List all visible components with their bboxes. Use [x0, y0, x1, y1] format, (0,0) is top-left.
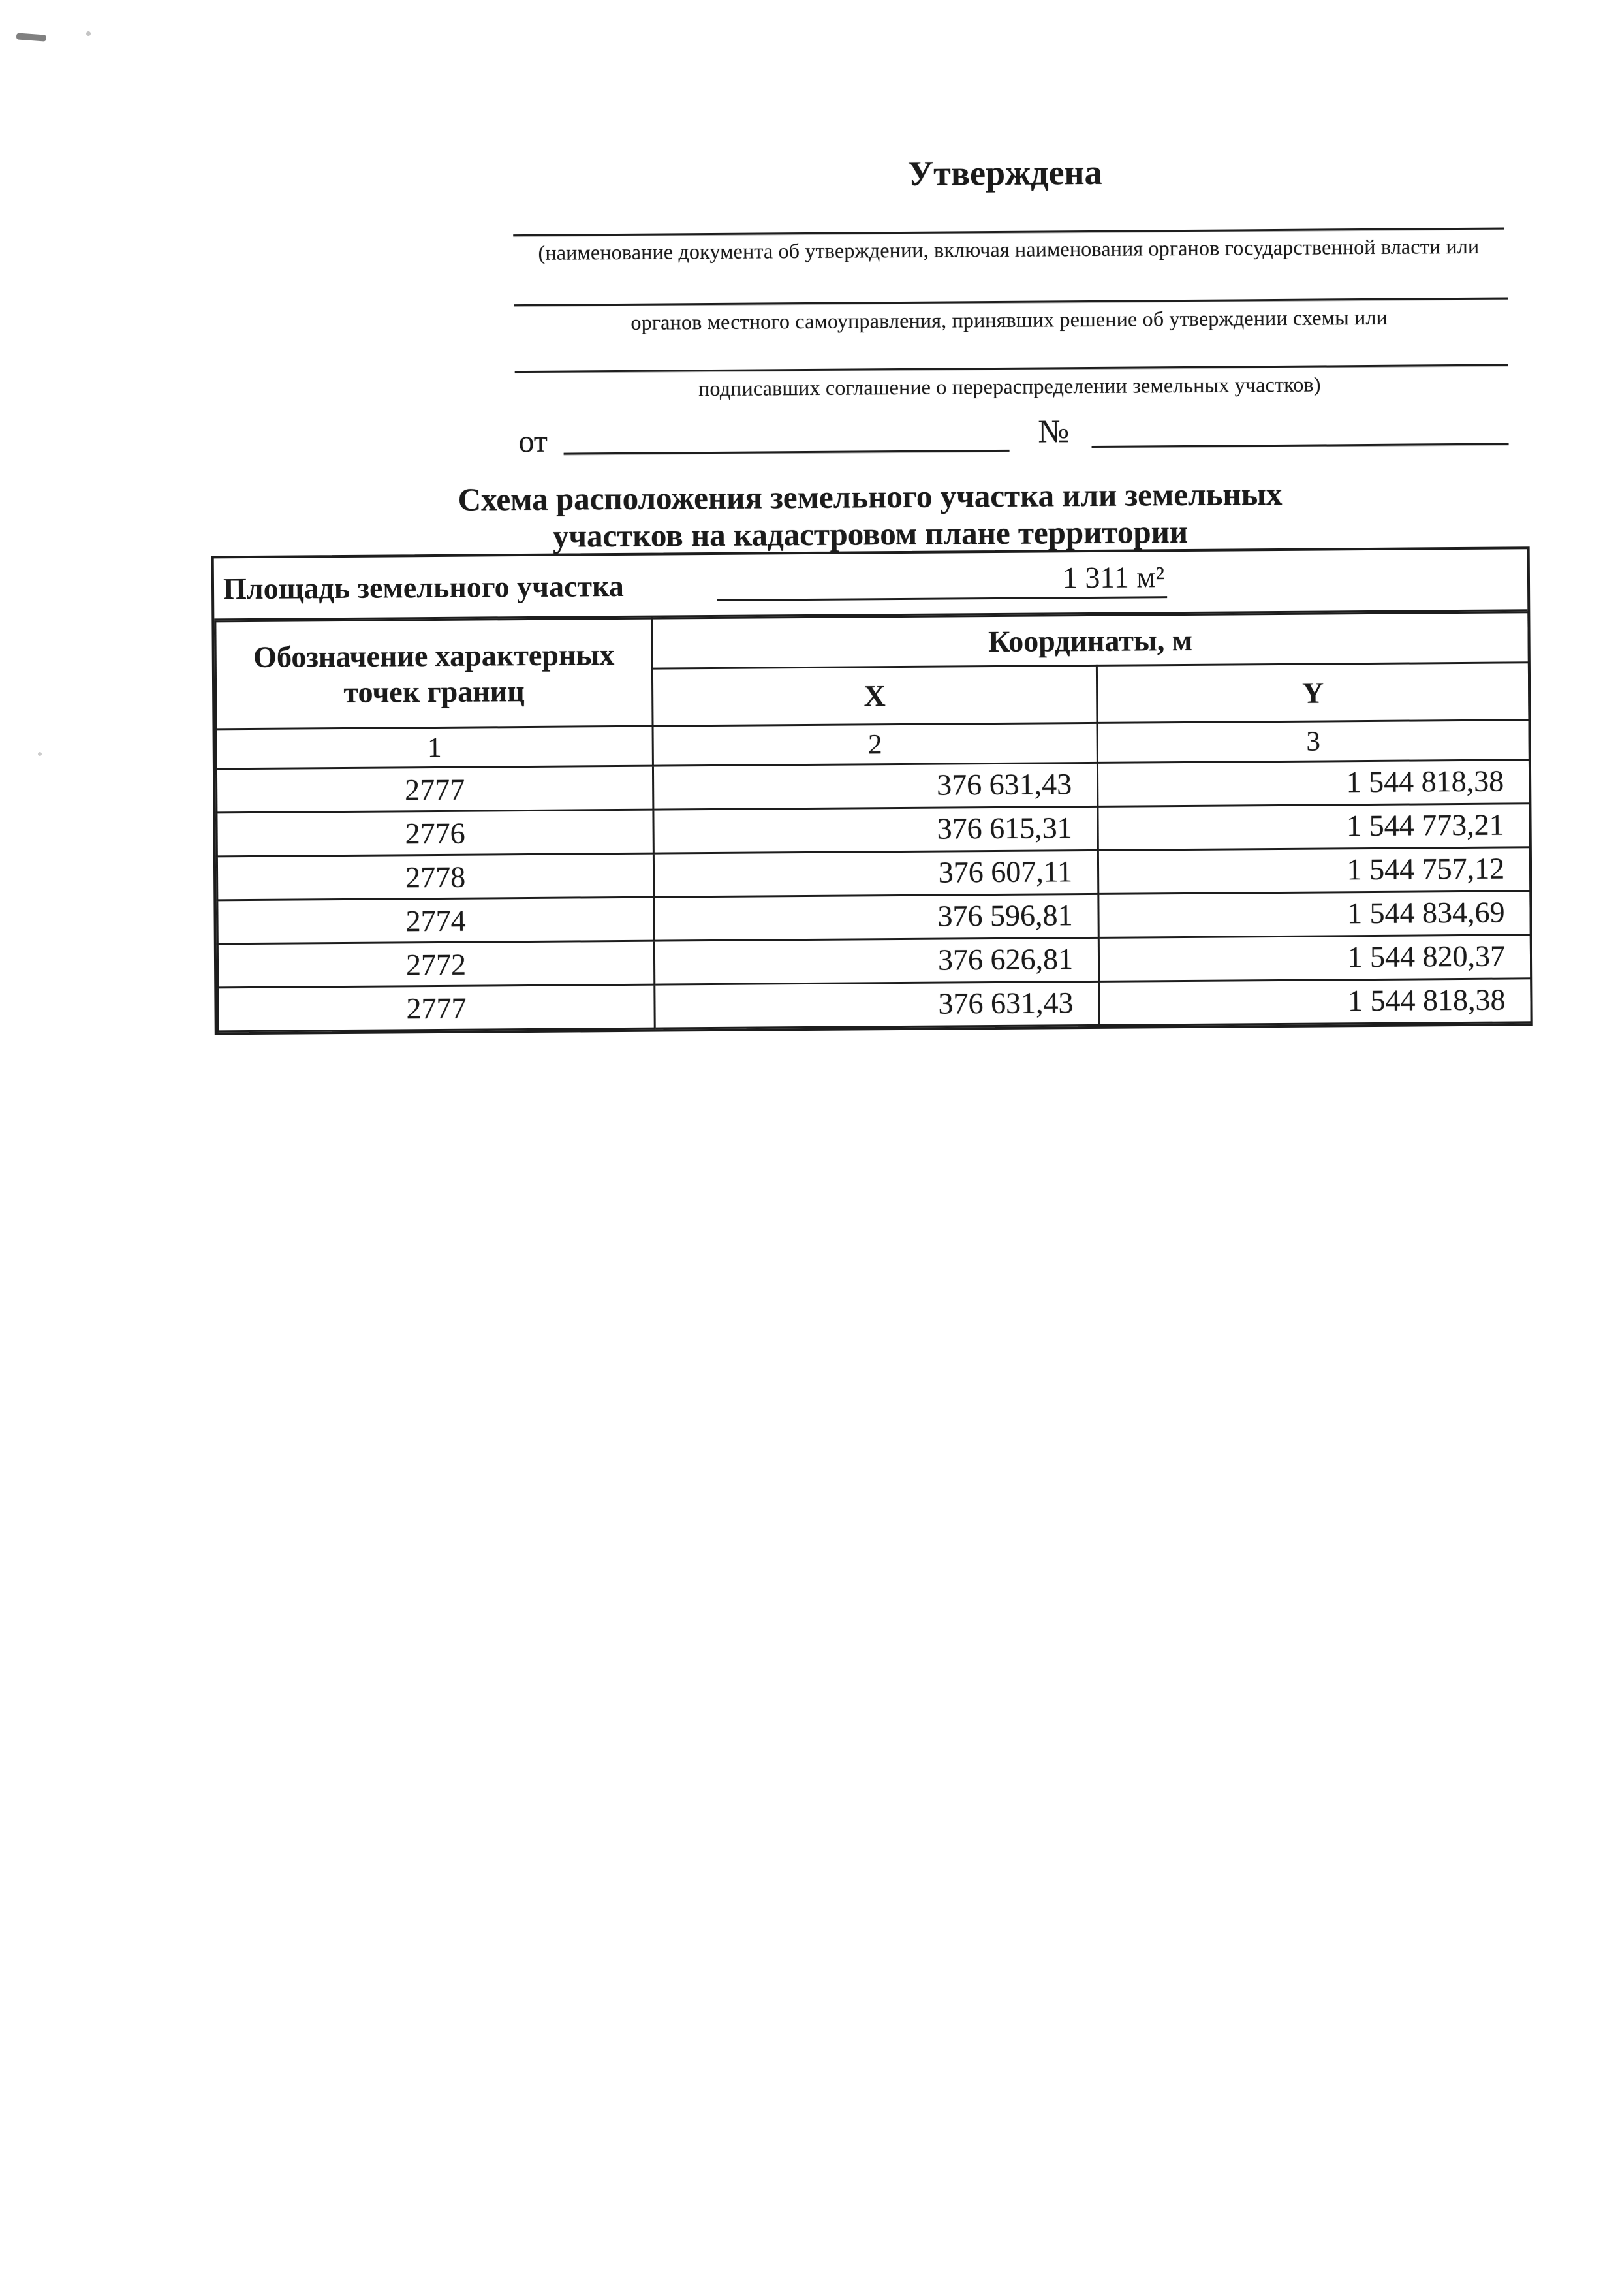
number-label: №	[1038, 413, 1070, 450]
scheme-title-line-1: Схема расположения земельного участка или земельных	[458, 475, 1283, 518]
land-area-value: 1 311 м²	[1062, 560, 1165, 595]
point-cell: 2777	[218, 984, 655, 1031]
coords-header: Координаты, м	[652, 612, 1529, 668]
column-number-1: 1	[216, 726, 653, 769]
y-cell: 1 544 757,12	[1098, 847, 1530, 894]
land-area-underline	[717, 596, 1167, 601]
date-label: от	[518, 424, 548, 460]
y-column-header: Y	[1097, 663, 1529, 723]
approval-caption-3: подписавших соглашение о перераспределении земельных участков)	[698, 372, 1321, 401]
approval-caption-1: (наименование документа об утверждении, включая наименования органов государственной власти или	[538, 234, 1480, 264]
coordinates-grid	[214, 611, 1532, 1032]
point-cell: 2777	[216, 766, 653, 813]
y-cell: 1 544 820,37	[1098, 935, 1531, 982]
point-cell: 2776	[217, 810, 653, 857]
x-column-header: X	[652, 665, 1097, 726]
y-cell: 1 544 818,38	[1099, 979, 1531, 1026]
x-cell: 376 631,43	[653, 763, 1097, 810]
land-area-row	[214, 549, 1528, 620]
point-cell: 2774	[217, 897, 654, 944]
y-cell: 1 544 818,38	[1097, 760, 1529, 807]
point-cell: 2778	[217, 853, 653, 900]
y-cell: 1 544 773,21	[1098, 804, 1530, 851]
x-cell: 376 607,11	[653, 850, 1098, 897]
approval-caption-2: органов местного самоуправления, принявших решение об утверждении схемы или	[630, 305, 1388, 334]
column-number-2: 2	[653, 723, 1097, 766]
x-cell: 376 626,81	[654, 937, 1098, 984]
table-row	[218, 979, 1531, 1031]
point-column-header: Обозначение характерных точек границ	[215, 618, 653, 729]
approval-blank-line-3	[515, 364, 1508, 373]
y-cell: 1 544 834,69	[1098, 891, 1531, 938]
approval-title: Утверждена	[907, 152, 1102, 193]
point-cell: 2772	[217, 941, 654, 988]
date-blank-line	[564, 450, 1010, 455]
land-area-label: Площадь земельного участка	[223, 569, 625, 606]
approval-blank-line-2	[514, 297, 1508, 306]
scheme-title-line-2: участков на кадастровом плане территории	[552, 513, 1189, 554]
scheme-title	[217, 473, 1523, 557]
number-blank-line	[1092, 443, 1509, 447]
x-cell: 376 596,81	[654, 894, 1098, 941]
x-cell: 376 631,43	[655, 981, 1099, 1028]
coordinates-table	[211, 546, 1533, 1035]
x-cell: 376 615,31	[653, 806, 1098, 853]
column-number-3: 3	[1097, 720, 1529, 763]
